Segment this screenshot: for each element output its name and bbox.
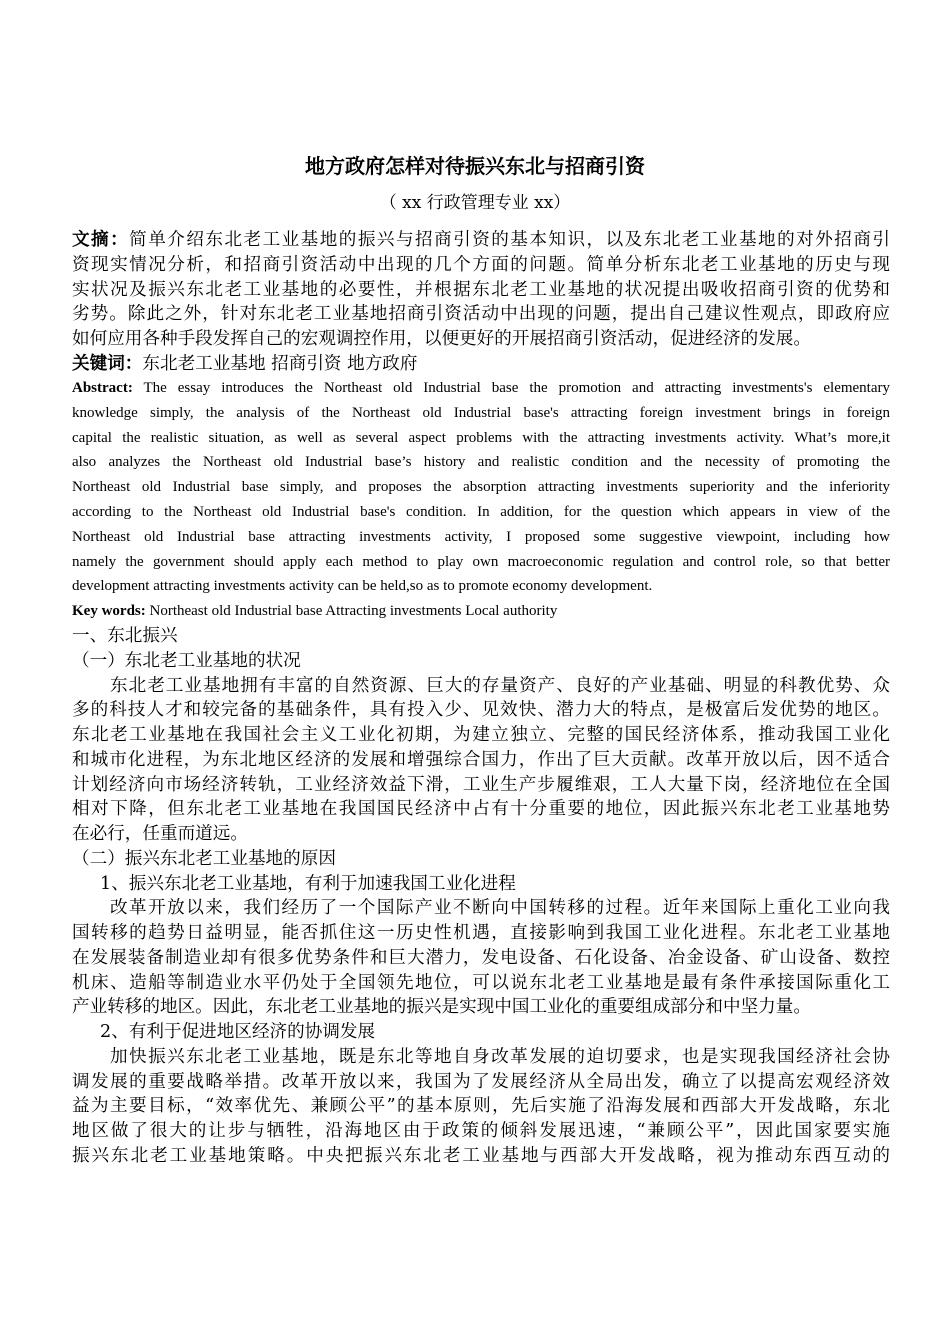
abstract-label: 文摘： <box>72 229 130 250</box>
abstract-en-text: knowledge simply, the analysis of the Northeast old Industrial base's attracting foreign investment brings in foreign <box>72 404 890 421</box>
abstract-line <box>72 228 890 253</box>
abstract-en-text: capital the realistic situation, as well as several aspect problems with the attracting investments activity. What’s more,it <box>72 429 890 446</box>
abstract-en-text: Northeast old Industrial base simply, and proposes the absorption attracting investments superiority and the inferiority <box>72 479 890 496</box>
abstract-en-line <box>72 475 890 500</box>
section-heading: 一、东北振兴 <box>72 626 178 646</box>
abstract-en-text: Northeast old Industrial base attracting investments activity, I proposed some suggestive viewpoint, including how <box>72 528 890 545</box>
abstract-text: 简单介绍东北老工业基地的振兴与招商引资的基本知识，以及东北老工业基地的对外招商引 <box>129 230 890 250</box>
paragraph-line: 计划经济向市场经济转轨，工业经济效益下滑，工业生产步履维艰，工人大量下岗，经济地位在全国 <box>72 774 890 795</box>
abstract-en-text: namely the government should apply each method to play own macroeconomic regulation and control role, so that better <box>72 553 890 570</box>
abstract-en-line <box>72 376 890 401</box>
abstract-en-line <box>72 426 890 451</box>
paragraph-line: 多的科技人才和较完备的基础条件，具有投入少、见效快、潜力大的特点，是极富后发优势的地区。 <box>72 700 890 721</box>
paragraph-line: 东北老工业基地拥有丰富的自然资源、巨大的存量资产、良好的产业基础、明显的科教优势、众 <box>110 675 890 696</box>
abstract-line <box>72 278 890 303</box>
abstract-text: 资现实情况分析，和招商引资活动中出现的几个方面的问题。简单分析东北老工业基地的历史与现 <box>72 254 890 275</box>
abstract-line <box>72 327 890 352</box>
abstract-text: 劣势。除此之外，针对东北老工业基地招商引资活动中出现的问题，提出自己建议性观点，即政府应 <box>72 304 890 325</box>
paragraph-line: 在发展装备制造业却有很多优势条件和巨大潜力，发电设备、石化设备、冶金设备、矿山设备、数控 <box>72 947 890 968</box>
paragraph-line: 振兴东北老工业基地策略。中央把振兴东北老工业基地与西部大开发战略，视为推动东西互动的 <box>72 1145 890 1166</box>
abstract-cn <box>72 228 890 377</box>
paragraph-line: 在必行，任重而道远。 <box>72 824 248 844</box>
paragraph-line: 地区做了很大的让步与牺牲，沿海地区由于政策的倾斜发展迅速，“兼顾公平”，因此国家要实施 <box>72 1121 890 1141</box>
abstract-en-line <box>72 574 890 599</box>
abstract-en <box>72 376 890 624</box>
abstract-en-text: according to the Northeast old Industrial base's condition. In addition, for the question which appears in view of the <box>72 503 890 520</box>
keywords-en-text: Northeast old Industrial base Attracting investments Local authority <box>145 603 558 620</box>
paragraph-line: 产业转移的地区。因此，东北老工业基地的振兴是实现中国工业化的重要组成部分和中坚力量。 <box>72 997 811 1018</box>
paragraph-line: 加快振兴东北老工业基地，既是东北等地自身改革发展的迫切要求，也是实现我国经济社会协 <box>110 1046 890 1067</box>
abstract-en-line <box>72 450 890 475</box>
subsection-heading: 2、有利于促进地区经济的协调发展 <box>100 1022 376 1042</box>
keywords-en-line <box>72 599 890 624</box>
body-content <box>72 624 890 1169</box>
paragraph-line: 机床、造船等制造业水平仍处于全国领先地位，可以说东北老工业基地是最有条件承接国际重化工 <box>72 972 890 993</box>
abstract-line <box>72 253 890 278</box>
subsection-heading: 1、振兴东北老工业基地，有利于加速我国工业化进程 <box>100 873 516 894</box>
abstract-en-line <box>72 550 890 575</box>
paragraph-line: 国转移的趋势日益明显，能否抓住这一历史性机遇，直接影响到我国工业化进程。东北老工业基地 <box>72 923 890 943</box>
abstract-en-line <box>72 525 890 550</box>
document-title: 地方政府怎样对待振兴东北与招商引资 <box>305 154 645 178</box>
abstract-text: 如何应用各种手段发挥自己的宏观调控作用，以便更好的开展招商引资活动，促进经济的发展。 <box>72 329 811 349</box>
abstract-en-label: Abstract: <box>72 380 133 396</box>
section-heading: （二）振兴东北老工业基地的原因 <box>72 848 336 869</box>
document-subtitle: （ xx 行政管理专业 xx） <box>379 193 571 213</box>
abstract-en-line <box>72 401 890 426</box>
abstract-en-text: development attracting investments activity can be held,so as to promote economy development. <box>72 578 653 595</box>
keywords-label: 关键词： <box>72 352 143 374</box>
keywords-en-label: Key words: <box>72 603 146 620</box>
keywords-text: 东北老工业基地 招商引资 地方政府 <box>142 353 418 374</box>
paragraph-line: 东北老工业基地在我国社会主义工业化初期，为建立独立、完整的国民经济体系，推动我国工业化 <box>72 725 890 745</box>
section-heading: （一）东北老工业基地的状况 <box>72 650 301 671</box>
paragraph-line: 和城市化进程，为东北地区经济的发展和增强综合国力，作出了巨大贡献。改革开放以后，因不适合 <box>72 749 890 770</box>
paragraph-line: 益为主要目标，“效率优先、兼顾公平”的基本原则，先后实施了沿海发展和西部大开发战略，东北 <box>72 1096 890 1117</box>
abstract-text: 实状况及振兴东北老工业基地的必要性，并根据东北老工业基地的状况提出吸收招商引资的优势和 <box>72 279 890 300</box>
keywords-line <box>72 352 890 377</box>
abstract-en-text: also analyzes the Northeast old Industrial base’s history and realistic condition and the necessity of promoting the <box>72 454 890 471</box>
abstract-en-text: The essay introduces the Northeast old Industrial base the promotion and attracting investments's elementary <box>132 380 890 396</box>
paragraph-line: 调发展的重要战略举措。改革开放以来，我国为了发展经济从全局出发，确立了以提高宏观经济效 <box>72 1071 890 1092</box>
paragraph-line: 改革开放以来，我们经历了一个国际产业不断向中国转移的过程。近年来国际上重化工业向我 <box>110 898 890 919</box>
paragraph-line: 相对下降，但东北老工业基地在我国国民经济中占有十分重要的地位，因此振兴东北老工业基地势 <box>72 799 890 820</box>
abstract-en-line <box>72 500 890 525</box>
abstract-line <box>72 302 890 327</box>
